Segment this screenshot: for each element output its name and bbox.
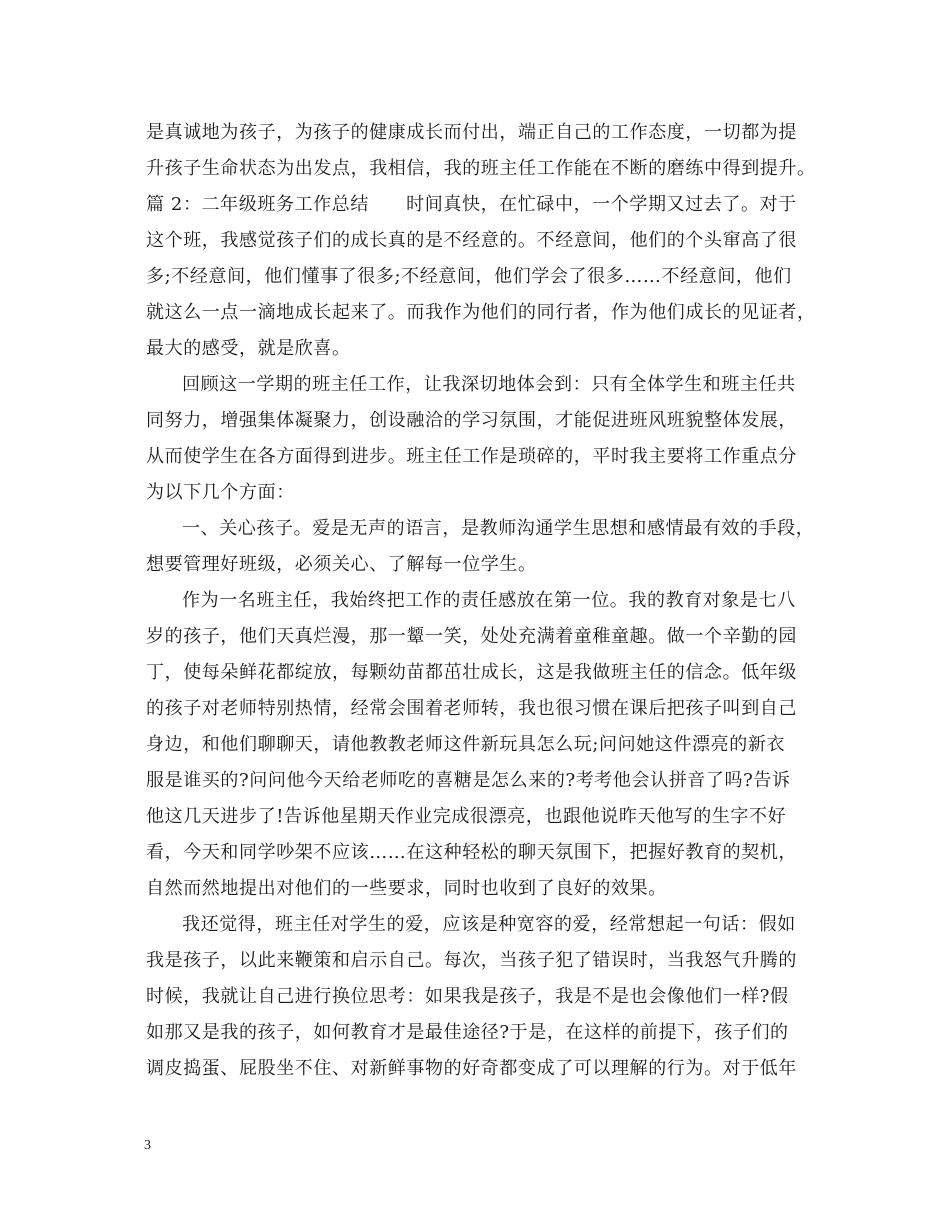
text-line: 服是谁买的?问问他今天给老师吃的喜糖是怎么来的?考考他会认拼音了吗?告诉 bbox=[146, 770, 791, 791]
text-line: 同努力，增强集体凝聚力，创设融洽的学习氛围，才能促进班风班貌整体发展， bbox=[146, 410, 797, 431]
text-line: 为以下几个方面： bbox=[146, 482, 295, 503]
text-line: 的孩子对老师特别热情，经常会围着老师转，我也很习惯在课后把孩子叫到自己 bbox=[146, 698, 797, 719]
text-line: 这个班，我感觉孩子们的成长真的是不经意的。不经意间，他们的个头窜高了很 bbox=[146, 230, 797, 251]
text-line: 时候，我就让自己进行换位思考：如果我是孩子，我是不是也会像他们一样?假 bbox=[146, 986, 789, 1007]
paragraph-start: 作为一名班主任，我始终把工作的责任感放在第一位。我的教育对象是七八 bbox=[182, 590, 796, 611]
text-line: 就这么一点一滴地成长起来了。而我作为他们的同行者，作为他们成长的见证者， bbox=[146, 302, 816, 323]
text-line: 身边，和他们聊聊天，请他教教老师这件新玩具怎么玩;问问她这件漂亮的新衣 bbox=[146, 734, 786, 755]
text-line: 是真诚地为孩子，为孩子的健康成长而付出，端正自己的工作态度，一切都为提 bbox=[146, 122, 797, 143]
text-line: 我是孩子，以此来鞭策和启示自己。每次，当孩子犯了错误时，当我怒气升腾的 bbox=[146, 950, 797, 971]
text-line: 多;不经意间，他们懂事了很多;不经意间，他们学会了很多……不经意间，他们 bbox=[146, 266, 792, 287]
text-line: 自然而然地提出对他们的一些要求，同时也收到了良好的效果。 bbox=[146, 878, 667, 899]
paragraph-start: 回顾这一学期的班主任工作，让我深切地体会到：只有全体学生和班主任共 bbox=[182, 374, 796, 395]
text-line: 丁，使每朵鲜花都绽放，每颗幼苗都茁壮成长，这是我做班主任的信念。低年级 bbox=[146, 662, 797, 683]
text-line: 调皮捣蛋、屁股坐不住、对新鲜事物的好奇都变成了可以理解的行为。对于低年 bbox=[146, 1058, 797, 1079]
text-line: 最大的感受，就是欣喜。 bbox=[146, 338, 351, 359]
text-line: 想要管理好班级，必须关心、了解每一位学生。 bbox=[146, 554, 537, 575]
text-line: 如那又是我的孩子，如何教育才是最佳途径?于是，在这样的前提下，孩子们的 bbox=[146, 1022, 789, 1043]
section-heading-line: 篇 2：二年级班务工作总结 时间真快，在忙碌中，一个学期又过去了。对于 bbox=[146, 194, 797, 215]
text-line: 看，今天和同学吵架不应该……在这种轻松的聊天氛围下，把握好教育的契机， bbox=[146, 842, 797, 863]
text-line: 他这几天进步了!告诉他星期天作业完成很漂亮，也跟他说昨天他写的生字不好 bbox=[146, 806, 787, 827]
paragraph-start: 一、关心孩子。爱是无声的语言，是教师沟通学生思想和感情最有效的手段， bbox=[182, 518, 815, 539]
text-line: 岁的孩子，他们天真烂漫，那一颦一笑，处处充满着童稚童趣。做一个辛勤的园 bbox=[146, 626, 797, 647]
text-line: 从而使学生在各方面得到进步。班主任工作是琐碎的，平时我主要将工作重点分 bbox=[146, 446, 797, 467]
page-number: 3 bbox=[144, 1138, 151, 1153]
paragraph-start: 我还觉得，班主任对学生的爱，应该是种宽容的爱，经常想起一句话：假如 bbox=[182, 914, 796, 935]
text-line: 升孩子生命状态为出发点，我相信，我的班主任工作能在不断的磨练中得到提升。 bbox=[146, 158, 816, 179]
